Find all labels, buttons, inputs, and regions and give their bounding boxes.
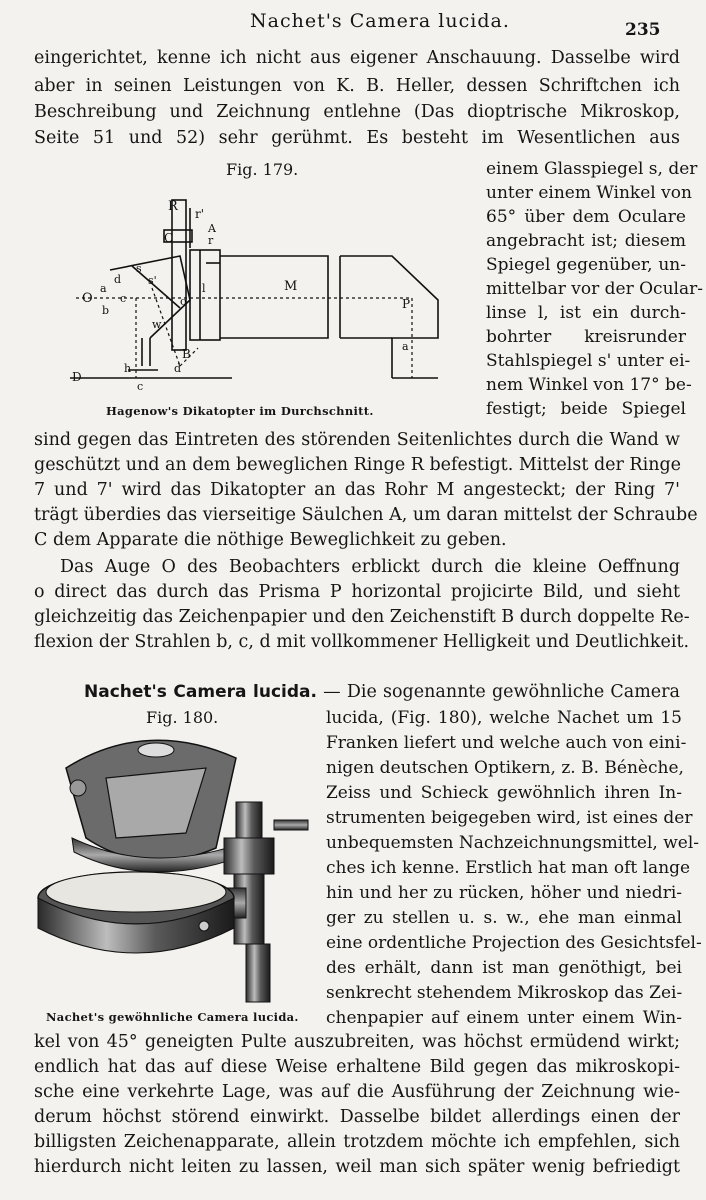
text-line: flexion der Strahlen b, c, d mit vollkommener Helligkeit und Deutlichkeit. bbox=[34, 632, 690, 652]
diagram-letter: l bbox=[202, 282, 206, 295]
diagram-letter: P bbox=[402, 297, 411, 311]
text-line: mittelbar vor der Ocular- bbox=[486, 279, 703, 299]
text-line: nigen deutschen Optikern, z. B. Bénèche, bbox=[326, 758, 684, 778]
text-line: des erhält, dann ist man genöthigt, bei bbox=[326, 958, 682, 978]
diagram-letter: O bbox=[82, 291, 93, 306]
text-line: Spiegel gegenüber, un- bbox=[486, 255, 686, 275]
diagram-letter: w bbox=[152, 318, 162, 331]
section-title: Nachet's Camera lucida. bbox=[84, 682, 317, 702]
diagram-letter: d bbox=[174, 362, 182, 375]
diagram-letter: r' bbox=[195, 207, 205, 221]
text-line: 65° über dem Oculare bbox=[486, 207, 686, 227]
running-head: Nachet's Camera lucida. bbox=[250, 10, 510, 32]
text-line: angebracht ist; diesem bbox=[486, 231, 686, 251]
text-line: billigsten Zeichenapparate, allein trotzdem möchte ich empfehlen, sich bbox=[34, 1132, 680, 1152]
diagram-letter: D bbox=[72, 370, 82, 384]
text-line: einem Glasspiegel s, der bbox=[486, 159, 698, 179]
text-line: festigt; beide Spiegel bbox=[486, 399, 686, 419]
diagram-letter: r bbox=[208, 234, 214, 247]
text-line: linse l, ist ein durch- bbox=[486, 303, 686, 323]
diagram-letter: R bbox=[168, 199, 178, 214]
text-line: trägt überdies das vierseitige Säulchen A, um daran mittelst der Schraube bbox=[34, 505, 698, 525]
text-line: ches ich kenne. Erstlich hat man oft lange bbox=[326, 858, 691, 878]
text-line: unter einem Winkel von bbox=[486, 183, 692, 203]
text-line: ger zu stellen u. s. w., ehe man einmal bbox=[326, 908, 682, 928]
section-first-line: — Die sogenannte gewöhnliche Camera bbox=[323, 682, 680, 702]
text-line: unbequemsten Nachzeichnungsmittel, wel- bbox=[326, 833, 699, 853]
diagram-letter: s bbox=[136, 262, 142, 275]
text-line: eingerichtet, kenne ich nicht aus eigener Anschauung. Dasselbe wird bbox=[34, 48, 680, 68]
text-line: gleichzeitig das Zeichenpapier und den Zeichenstift B durch doppelte Re- bbox=[34, 607, 690, 627]
text-line: o direct das durch das Prisma P horizontal projicirte Bild, und sieht bbox=[34, 582, 680, 602]
text-line: Stahlspiegel s' unter ei- bbox=[486, 351, 691, 371]
figure-179-caption: Hagenow's Dikatopter im Durchschnitt. bbox=[106, 404, 374, 418]
text-line: Seite 51 und 52) sehr gerühmt. Es besteht im Wesentlichen aus bbox=[34, 128, 680, 148]
diagram-letter: A bbox=[208, 222, 216, 235]
figure-180-caption: Nachet's gewöhnliche Camera lucida. bbox=[46, 1010, 299, 1024]
text-line: C dem Apparate die nöthige Beweglichkeit zu geben. bbox=[34, 530, 507, 550]
diagram-letter: b bbox=[102, 304, 110, 317]
diagram-letter: s' bbox=[148, 274, 157, 287]
figure-179-label: Fig. 179. bbox=[226, 160, 299, 179]
text-line: aber in seinen Leistungen von K. B. Heller, dessen Schriftchen ich bbox=[34, 76, 680, 96]
text-line: strumenten beigegeben wird, ist eines der bbox=[326, 808, 693, 828]
text-line: kel von 45° geneigten Pulte auszubreiten, was höchst ermüdend wirkt; bbox=[34, 1032, 680, 1052]
figure-180-illustration bbox=[36, 728, 316, 1008]
text-line: sche eine verkehrte Lage, was auf die Ausführung der Zeichnung wie- bbox=[34, 1082, 680, 1102]
text-line: nem Winkel von 17° be- bbox=[486, 375, 692, 395]
figure-179-diagram bbox=[40, 188, 460, 398]
text-line: hin und her zu rücken, höher und niedri- bbox=[326, 883, 682, 903]
page-header bbox=[0, 8, 706, 38]
text-line: endlich hat das auf diese Weise erhaltene Bild gegen das mikroskopi- bbox=[34, 1057, 680, 1077]
section-heading-line bbox=[84, 680, 680, 705]
text-line: 7 und 7' wird das Dikatopter an das Rohr M angesteckt; der Ring 7' bbox=[34, 480, 680, 500]
page-number: 235 bbox=[625, 20, 661, 40]
text-line: chenpapier auf einem unter einem Win- bbox=[326, 1008, 682, 1028]
diagram-letter: C bbox=[164, 231, 174, 245]
diagram-letter: h bbox=[124, 362, 132, 375]
diagram-letter: d bbox=[114, 273, 122, 286]
diagram-letter: c bbox=[137, 380, 144, 393]
text-line: lucida, (Fig. 180), welche Nachet um 15 bbox=[326, 708, 682, 728]
figure-180-label: Fig. 180. bbox=[146, 708, 219, 727]
text-line: bohrter kreisrunder bbox=[486, 327, 686, 347]
text-line: Franken liefert und welche auch von eini- bbox=[326, 733, 687, 753]
text-line: senkrecht stehendem Mikroskop das Zei- bbox=[326, 983, 683, 1003]
diagram-letter: o bbox=[180, 295, 187, 308]
text-line: Das Auge O des Beobachters erblickt durch die kleine Oeffnung bbox=[60, 557, 680, 577]
text-line: sind gegen das Eintreten des störenden Seitenlichtes durch die Wand w bbox=[34, 430, 680, 450]
diagram-letter: c bbox=[120, 292, 127, 305]
text-line: Beschreibung und Zeichnung entlehne (Das dioptrische Mikroskop, bbox=[34, 102, 680, 122]
text-line: geschützt und an dem beweglichen Ringe R befestigt. Mittelst der Ringe bbox=[34, 455, 682, 475]
text-line: Zeiss und Schieck gewöhnlich ihren In- bbox=[326, 783, 682, 803]
diagram-letter: a bbox=[100, 282, 107, 295]
diagram-letter: B bbox=[182, 347, 191, 361]
diagram-letter: M bbox=[284, 279, 298, 294]
diagram-letter: a bbox=[402, 340, 409, 353]
text-line: eine ordentliche Projection des Gesichtsfel- bbox=[326, 933, 702, 953]
text-line: derum höchst störend einwirkt. Dasselbe bildet allerdings einen der bbox=[34, 1107, 680, 1127]
text-line: hierdurch nicht leiten zu lassen, weil man sich später wenig befriedigt bbox=[34, 1157, 680, 1177]
